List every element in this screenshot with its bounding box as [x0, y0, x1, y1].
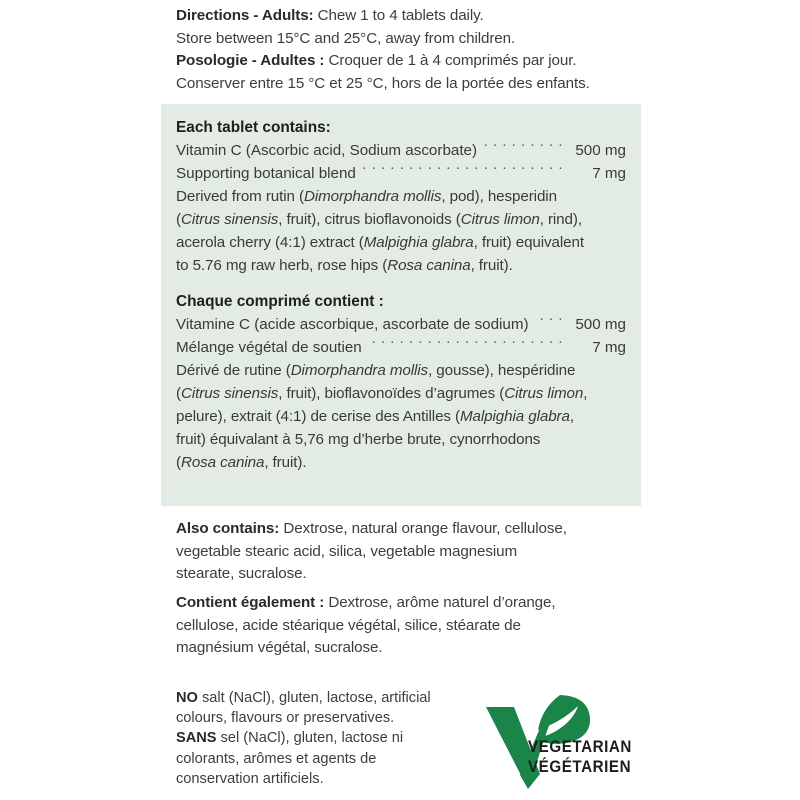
text-fragment: to 5.76 mg raw herb, rose hips (: [176, 256, 388, 274]
botanical-source-fr-line2: [176, 383, 626, 406]
text-fragment: , gousse), hespéridine: [428, 362, 576, 379]
also-contains-en-line2: vegetable stearic acid, silica, vegetable magnesium: [176, 542, 518, 560]
vegetarian-logo-text: [528, 738, 641, 777]
dot-leader: [483, 140, 563, 155]
text-fragment: Dérivé de rutine (: [176, 362, 291, 379]
also-contains-fr-line1: [176, 592, 636, 615]
free-from-fr-line1-text: sel (NaCl), gluten, lactose ni: [216, 730, 404, 747]
text-fragment: , fruit).: [470, 256, 513, 274]
ingredient-name: Supporting botanical blend: [176, 165, 356, 183]
latin-name: Citrus limon: [504, 384, 584, 402]
text-fragment: (: [176, 453, 181, 471]
chaque-comprime-contient-heading: Chaque comprimé contient :: [176, 292, 384, 310]
also-contains-en-line1-text: Dextrose, natural orange flavour, cellulose,: [279, 520, 567, 537]
dot-leader: [368, 337, 563, 352]
each-tablet-contains-heading: Each tablet contains:: [176, 119, 331, 136]
text-fragment: , fruit) equivalent: [473, 234, 584, 251]
text-fragment: ,: [583, 384, 588, 402]
botanical-source-en-line3: [176, 232, 626, 255]
text-fragment: acerola cherry (4:1) extract (: [176, 234, 364, 251]
also-contains-en-heading: Also contains:: [176, 520, 280, 537]
ingredient-amount-row: [176, 140, 626, 163]
also-contains-fr-line1-text: Dextrose, arôme naturel d’orange,: [324, 594, 556, 611]
botanical-source-en-line4: [176, 255, 626, 278]
ingredients-panel: [161, 104, 641, 506]
also-contains-en-line3: stearate, sucralose.: [176, 565, 307, 583]
text-fragment: , fruit), citrus bioflavonoids (: [278, 211, 461, 229]
also-contains-fr-line3: magnésium végétal, sucralose.: [176, 639, 383, 657]
ingredient-amount: 7 mg: [592, 339, 626, 357]
text-fragment: (: [176, 384, 181, 402]
botanical-source-fr-line1: [176, 360, 626, 383]
botanical-source-fr-line3: [176, 406, 626, 429]
also-contains-fr-heading: Contient également :: [176, 594, 325, 611]
also-contains-fr-line2: cellulose, acide stéarique végétal, silice, stéarate de: [176, 616, 521, 634]
free-from-en-line2: colours, flavours or preservatives.: [176, 710, 395, 727]
directions-section: [176, 5, 636, 95]
latin-name: Malpighia glabra: [460, 407, 570, 425]
directions-fr-line2: Conserver entre 15 °C et 25 °C, hors de la portée des enfants.: [176, 74, 590, 92]
botanical-source-fr-line5: [176, 452, 626, 475]
vegetarian-logo: [484, 692, 684, 792]
ingredients-panel-content: [176, 116, 626, 475]
ingredient-amount-row: [176, 314, 626, 337]
directions-fr-heading: Posologie - Adultes :: [176, 52, 325, 70]
ingredient-name: Vitamin C (Ascorbic acid, Sodium ascorbate): [176, 142, 478, 160]
also-contains-section: [176, 518, 636, 586]
also-contains-en-line1: [176, 518, 636, 541]
contient-egalement-section: [176, 592, 636, 660]
ingredient-amount-row: [176, 163, 626, 186]
directions-en-line2: Store between 15°C and 25°C, away from children.: [176, 29, 516, 47]
botanical-source-en-line1: [176, 186, 626, 209]
text-fragment: , pod), hesperidin: [441, 188, 557, 206]
dot-leader: [535, 314, 563, 329]
free-from-fr-heading: SANS: [176, 730, 217, 747]
directions-en-heading: Directions - Adults:: [176, 7, 314, 24]
free-from-section: [176, 688, 476, 789]
text-fragment: (: [176, 211, 181, 229]
dot-leader: [362, 163, 563, 178]
latin-name: Rosa canina: [387, 256, 471, 274]
free-from-en-line1: [176, 688, 476, 708]
ingredient-amount: 500 mg: [575, 316, 626, 333]
directions-fr-line1: [176, 50, 636, 73]
latin-name: Citrus sinensis: [180, 211, 279, 229]
text-fragment: , rind),: [539, 211, 582, 229]
ingredient-name: Vitamine C (acide ascorbique, ascorbate de sodium): [176, 316, 529, 333]
free-from-en-line1-text: salt (NaCl), gluten, lactose, artificial: [197, 690, 431, 706]
ingredient-amount-row: [176, 337, 626, 360]
latin-name: Citrus sinensis: [180, 384, 279, 402]
botanical-source-fr-line4: fruit) équivalant à 5,76 mg d’herbe brute, cynorrhodons: [176, 430, 541, 448]
text-fragment: Derived from rutin (: [176, 188, 304, 206]
free-from-en-heading: NO: [176, 690, 198, 706]
vegetarian-label-fr: VÉGÉTARIEN: [528, 757, 632, 776]
latin-name: Rosa canina: [180, 453, 265, 471]
free-from-fr-line1: [176, 728, 476, 748]
botanical-source-en-line2: [176, 209, 626, 232]
free-from-fr-line2: colorants, arômes et agents de: [176, 750, 377, 767]
latin-name: Dimorphandra mollis: [303, 188, 442, 206]
latin-name: Citrus limon: [460, 211, 540, 229]
directions-fr-line1-text: Croquer de 1 à 4 comprimés par jour.: [324, 52, 577, 70]
text-fragment: pelure), extrait (4:1) de cerise des Antilles (: [176, 407, 460, 425]
text-fragment: ,: [569, 407, 574, 425]
directions-en-line1-text: Chew 1 to 4 tablets daily.: [313, 7, 484, 24]
free-from-fr-line3: conservation artificiels.: [176, 770, 324, 787]
text-fragment: , fruit).: [264, 453, 307, 471]
vegetarian-label-en: VEGETARIAN: [528, 738, 632, 756]
latin-name: Dimorphandra mollis: [290, 362, 429, 379]
ingredient-name: Mélange végétal de soutien: [176, 339, 362, 357]
ingredient-amount: 7 mg: [592, 165, 626, 183]
directions-en-line1: [176, 5, 636, 28]
ingredient-amount: 500 mg: [575, 142, 626, 160]
panel-spacer: [176, 278, 626, 290]
latin-name: Malpighia glabra: [363, 234, 474, 251]
text-fragment: , fruit), bioflavonoïdes d’agrumes (: [278, 384, 505, 402]
